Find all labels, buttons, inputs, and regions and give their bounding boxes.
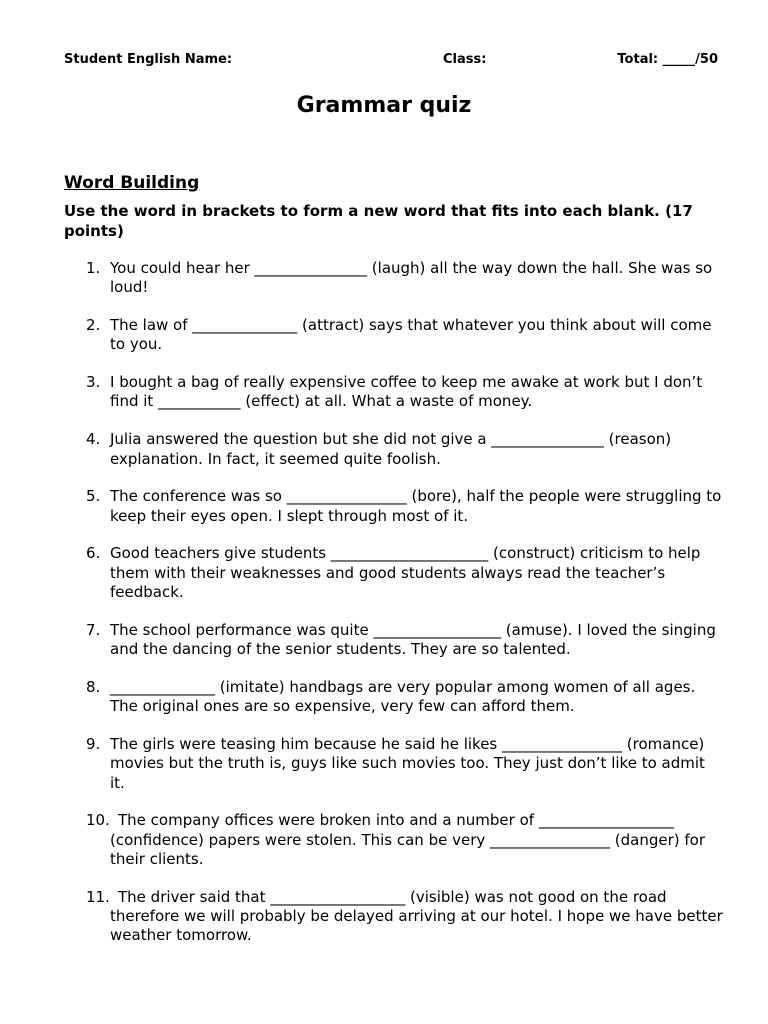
section-heading: Word Building <box>64 173 200 193</box>
question-number: 3. <box>86 373 101 392</box>
question-number: 6. <box>86 544 101 563</box>
section-instructions: Use the word in brackets to form a new word that fits into each blank. (17 points) <box>64 202 693 240</box>
question-number: 10. <box>86 811 110 830</box>
student-name-label: Student English Name: <box>64 52 233 67</box>
question-item <box>64 316 724 355</box>
question-number: 4. <box>86 430 101 449</box>
question-item <box>64 430 724 469</box>
question-text: The company offices were broken into and a number of __________________ (confidence) papers were stolen. This can be very ________________ (danger) for their clients. <box>110 811 706 869</box>
quiz-header <box>64 52 718 72</box>
question-text: The conference was so ________________ (bore), half the people were struggling to keep their eyes open. I slept through most of it. <box>110 487 722 525</box>
question-number: 7. <box>86 620 101 639</box>
question-item <box>64 811 724 869</box>
question-text: You could hear her _______________ (laugh) all the way down the hall. She was so loud! <box>110 259 713 297</box>
question-text: The law of ______________ (attract) says that whatever you think about will come to you. <box>110 316 712 354</box>
question-text: Julia answered the question but she did not give a _______________ (reason) explanation. In fact, it seemed quite foolish. <box>110 430 672 468</box>
question-text: Good teachers give students _____________________ (construct) criticism to help them with their weaknesses and good students always read the teacher’s feedback. <box>110 544 701 602</box>
question-text: The girls were teasing him because he said he likes ________________ (romance) movies but the truth is, guys like such movies too. They just don’t like to admit it. <box>110 735 705 792</box>
question-item <box>64 678 724 717</box>
question-number: 5. <box>86 487 101 506</box>
question-item <box>64 888 724 946</box>
question-list <box>64 259 724 964</box>
question-text: ______________ (imitate) handbags are very popular among women of all ages. The original ones are so expensive, very few can afford them. <box>110 677 696 716</box>
question-number: 8. <box>86 677 101 696</box>
question-text: I bought a bag of really expensive coffee to keep me awake at work but I don’t find it ___________ (effect) at all. What a waste of money. <box>110 373 703 411</box>
question-number: 2. <box>86 316 101 335</box>
page-title: Grammar quiz <box>296 93 472 118</box>
class-label: Class: <box>443 52 487 67</box>
total-score-label: Total: _____/50 <box>617 52 718 67</box>
question-item <box>64 544 724 602</box>
question-number: 11. <box>86 887 110 906</box>
question-item <box>64 621 724 660</box>
question-text: The driver said that __________________ (visible) was not good on the road therefore we will probably be delayed arriving at our hotel. I hope we have better weather tomorrow. <box>110 887 723 945</box>
question-item <box>64 487 724 526</box>
question-number: 9. <box>86 735 101 754</box>
question-item <box>64 259 724 298</box>
question-number: 1. <box>86 259 101 277</box>
question-item <box>64 373 724 412</box>
question-text: The school performance was quite _________________ (amuse). I loved the singing and the dancing of the senior students. They are so talented. <box>110 620 716 659</box>
question-item <box>64 735 724 793</box>
